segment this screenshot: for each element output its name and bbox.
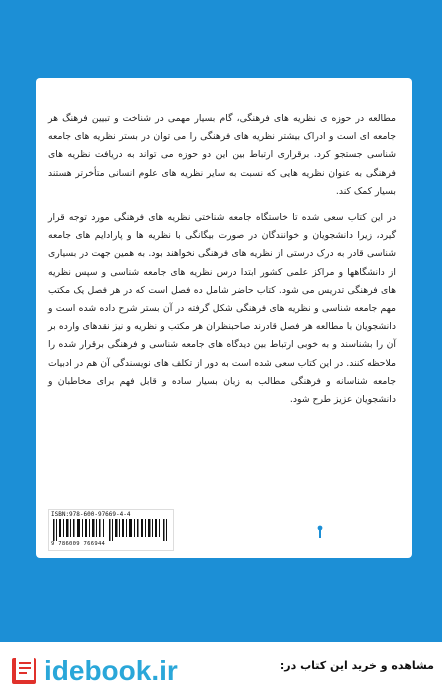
back-cover-text [48,110,396,409]
publisher-logo [302,514,338,554]
site-name[interactable]: idebook.ir [44,655,178,686]
site-tagline: مشاهده و خرید این کتاب در: [279,659,434,672]
barcode-bars [53,519,169,541]
ean-digits: 9 786009 766944 [51,541,106,547]
book-icon [10,654,40,688]
store-banner[interactable] [0,642,442,700]
isbn-barcode [48,509,174,551]
paragraph-2: در این کتاب سعی شده تا خاستگاه جامعه شناختی نظریه های فرهنگی مورد توجه قرار گیرد، زیرا دانشجویان و خوانندگان در صورت بیگانگی با نظریه ها و پارادایم های جامعه شناسی قادر به درک درستی از نظریه های فرهنگی نخواهند بود. به همین جهت در بسیاری از دانشگاهها و مراکز علمی کشور ابتدا درس نظریه های جامعه شناسی و سپس نظریه های فرهنگی تدریس می شود. کتاب حاضر شامل ده فصل است که در هر فصل یک مکتب مهم جامعه شناسی و نظریه های فرهنگی شکل گرفته در آن بستر شرح داده شده است و دانشجویان با مطالعه هر فصل قادرند صاحبنظران هر مکتب و نظریه و نیز نقدهای وارده بر آن را بشناسند و به خوبی ارتباط بین دیدگاه های جامعه شناسی و فرهنگی برقرار شده را ملاحظه کنند. در این کتاب سعی شده است به دور از تکلف های نویسندگی آن هم در ادبیات جامعه شناسانه و فرهنگی مطالب به زبان بسیار ساده و قابل فهم برای مخاطبان و دانشجویان عزیز طرح شود. [48,212,396,406]
paragraph-1: مطالعه در حوزه ی نظریه های فرهنگی، گام بسیار مهمی در شناخت و تبیین فرهنگ هر جامعه ای است و ادراک بیشتر نظریه های فرهنگی را می توان در بستر نظریه های جامعه شناسی جستجو کرد. برقراری ارتباط بین این دو حوزه می تواند به دریافت نظریه های فرهنگی به عنوان نظریه هایی که نسبت به سایر نظریه های علوم انسانی متأخرتر هستند بسیار کمک کند. [48,113,396,197]
publisher-logo-text: بهمن برنا [304,546,336,554]
isbn-number: ISBN:978-600-97669-4-4 [51,511,131,518]
